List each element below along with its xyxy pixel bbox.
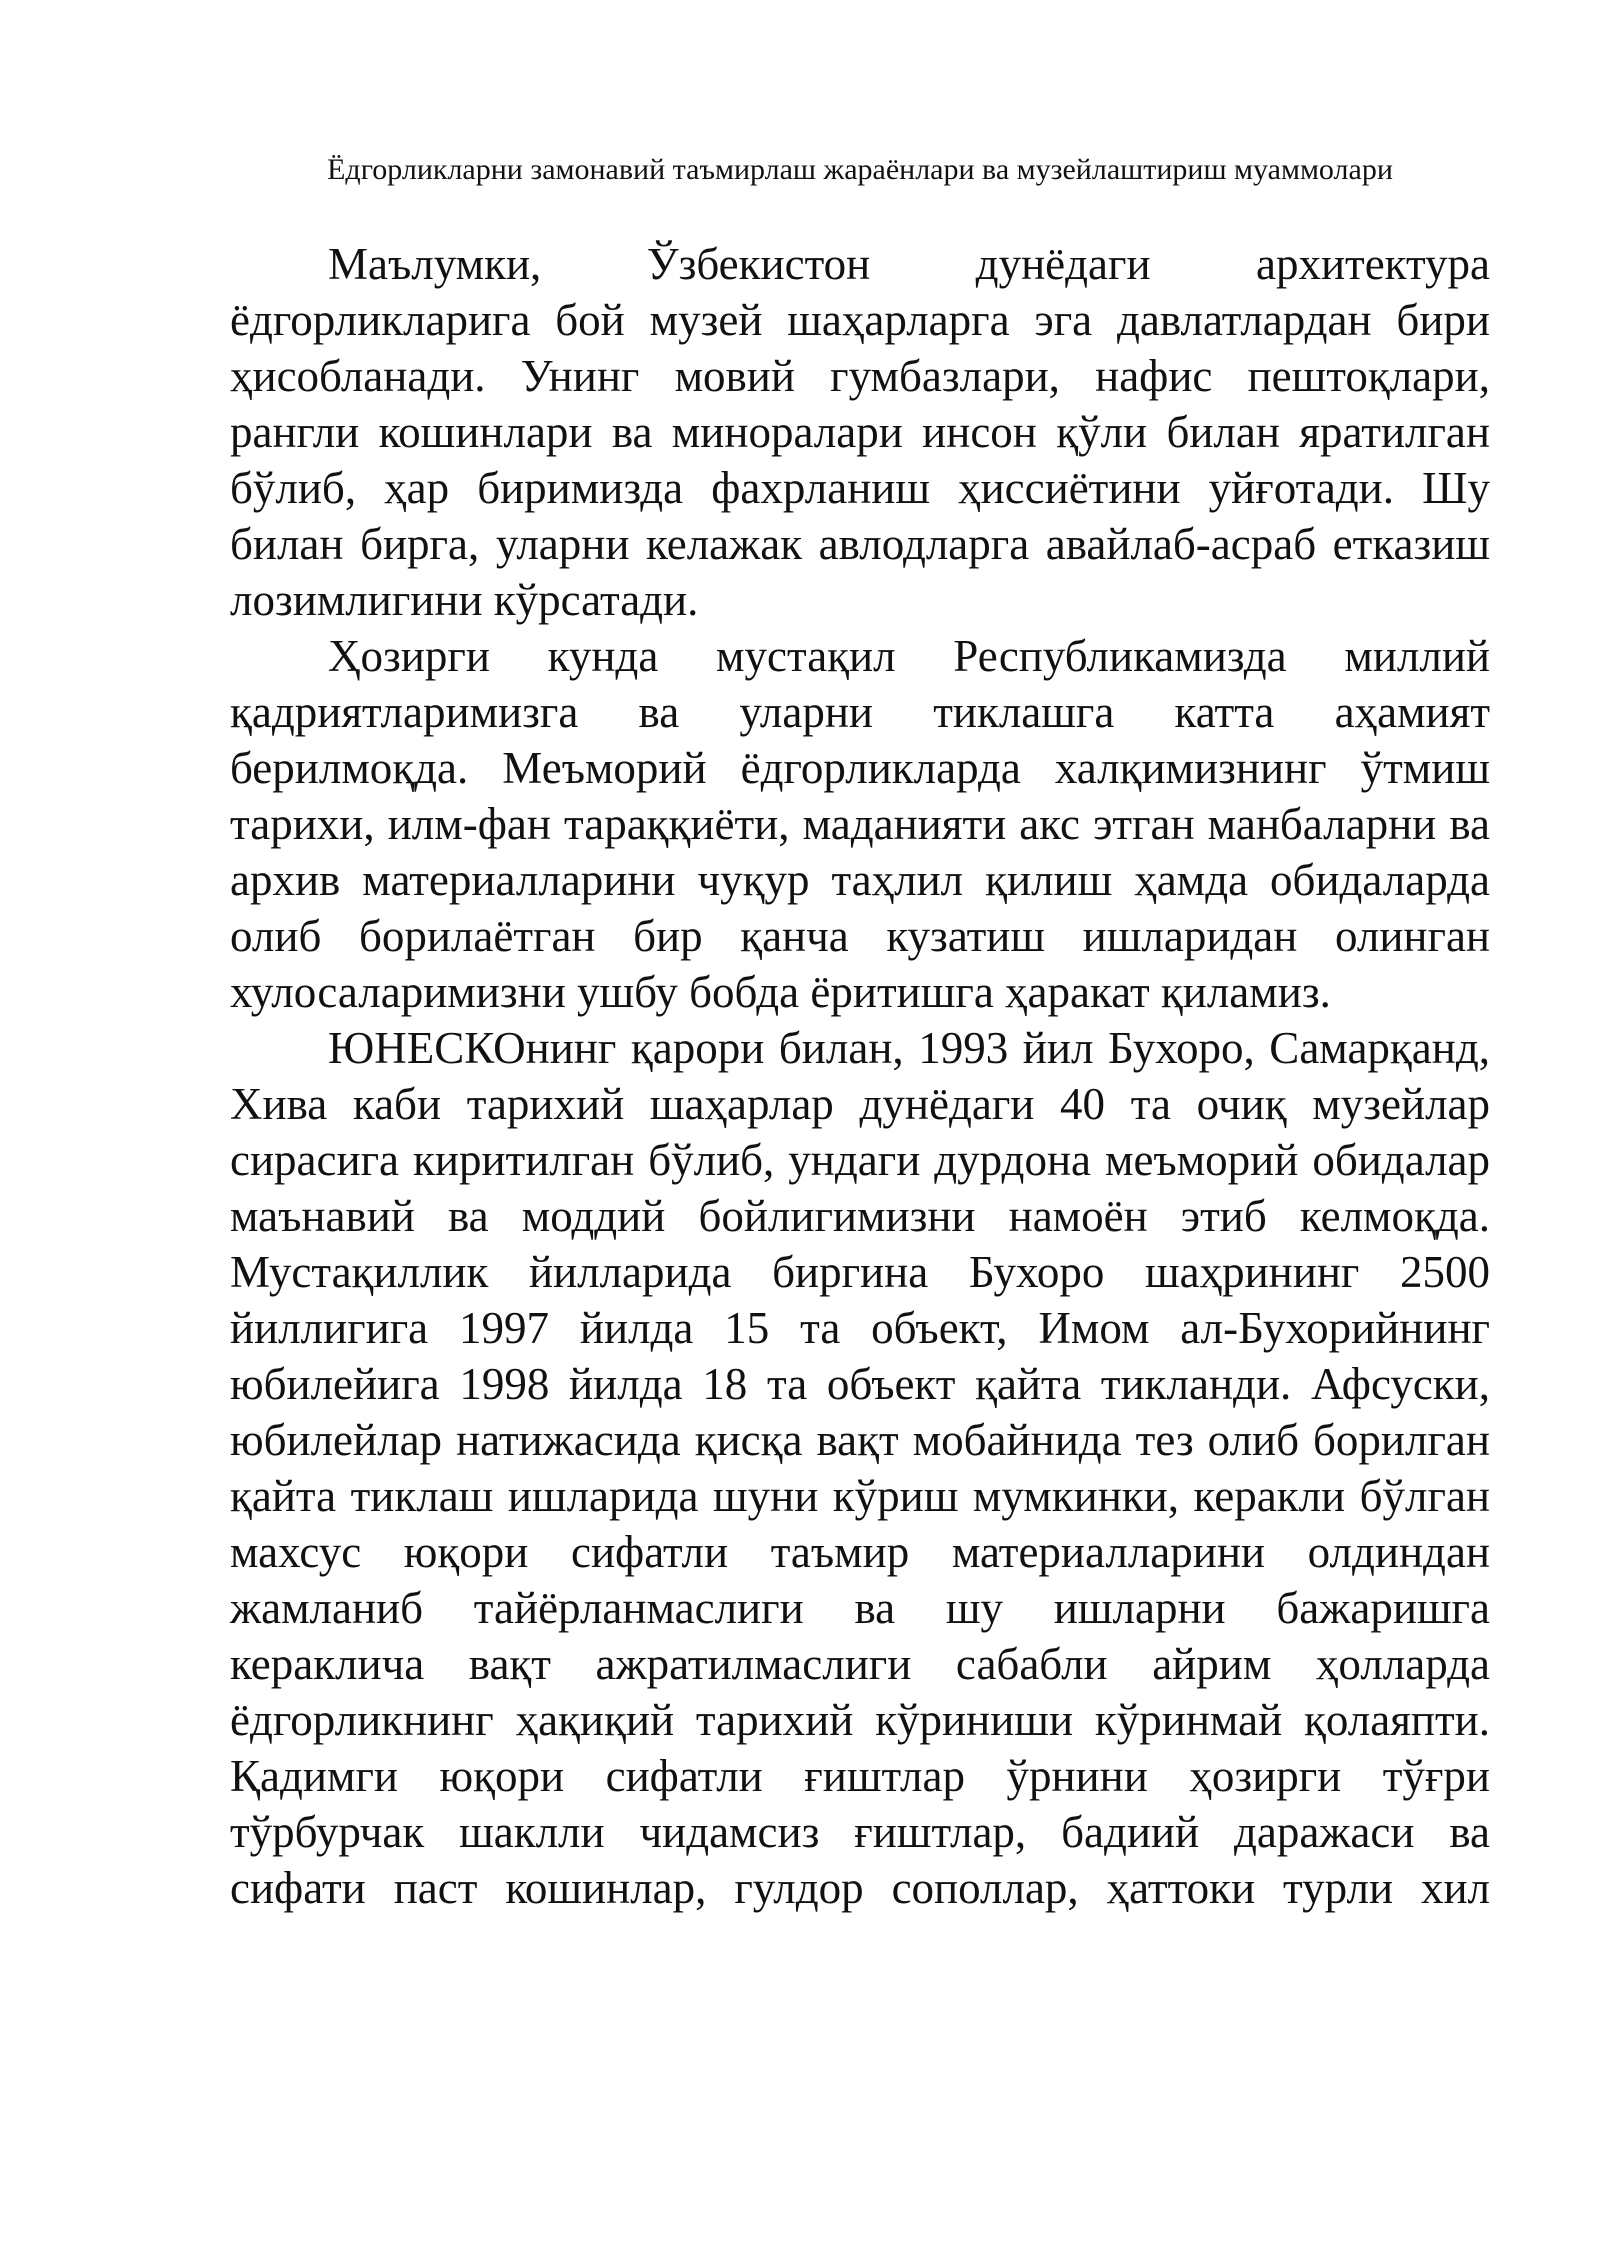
paragraph-3: ЮНЕСКОнинг қарори билан, 1993 йил Бухоро, Самарқанд, Хива каби тарихий шаҳарлар дунёдаги 40 та очиқ музейлар сирасига киритилган бўлиб, ундаги дурдона меъморий обидалар маънавий ва моддий бойлигимизни намоён этиб келмоқда. Мустақиллик йилларида биргина Бухоро шаҳрининг 2500 йиллигига 1997 йилда 15 та объект, Имом ал-Бухорийнинг юбилейига 1998 йилда 18 та объект қайта тикланди. Афсуски, юбилейлар натижасида қисқа вақт мобайнида тез олиб борилган қайта тиклаш ишларида шуни кўриш мумкинки, керакли бўлган махсус юқори сифатли таъмир материалларини олдиндан жамланиб тайёрланмаслиги ва шу ишларни бажаришга кераклича вақт ажратилмаслиги сабабли айрим ҳолларда ёдгорликнинг ҳақиқий тарихий кўриниши кўринмай қолаяпти. Қадимги юқори сифатли ғиштлар ўрнини ҳозирги тўғри тўрбурчак шаклли чидамсиз ғиштлар, бадиий даражаси ва сифати паст кошинлар, гулдор сополлар, ҳаттоки турли хил bbox=[230, 1023, 1490, 1913]
running-header: Ёдгорликларни замонавий таъмирлаш жараёнлари ва музейлаштириш муаммолари bbox=[327, 153, 1393, 186]
paragraph-1: Маълумки, Ўзбекистон дунёдаги архитектура ёдгорликларига бой музей шаҳарларга эга давлатлардан бири ҳисобланади. Унинг мовий гумбазлари, нафис пештоқлари, рангли кошинлари ва миноралари инсон қўли билан яратилган бўлиб, ҳар биримизда фахрланиш ҳиссиётини уйғотади. Шу билан бирга, уларни келажак авлодларга авайлаб-асраб етказиш лозимлигини кўрсатади. bbox=[230, 239, 1490, 625]
body-text bbox=[230, 236, 1490, 1916]
paragraph-2: Ҳозирги кунда мустақил Республикамизда миллий қадриятларимизга ва уларни тиклашга катта аҳамият берилмоқда. Меъморий ёдгорликларда халқимизнинг ўтмиш тарихи, илм-фан тараққиёти, маданияти акс этган манбаларни ва архив материалларини чуқур таҳлил қилиш ҳамда обидаларда олиб борилаётган бир қанча кузатиш ишларидан олинган хулосаларимизни ушбу бобда ёритишга ҳаракат қиламиз. bbox=[230, 631, 1490, 1017]
